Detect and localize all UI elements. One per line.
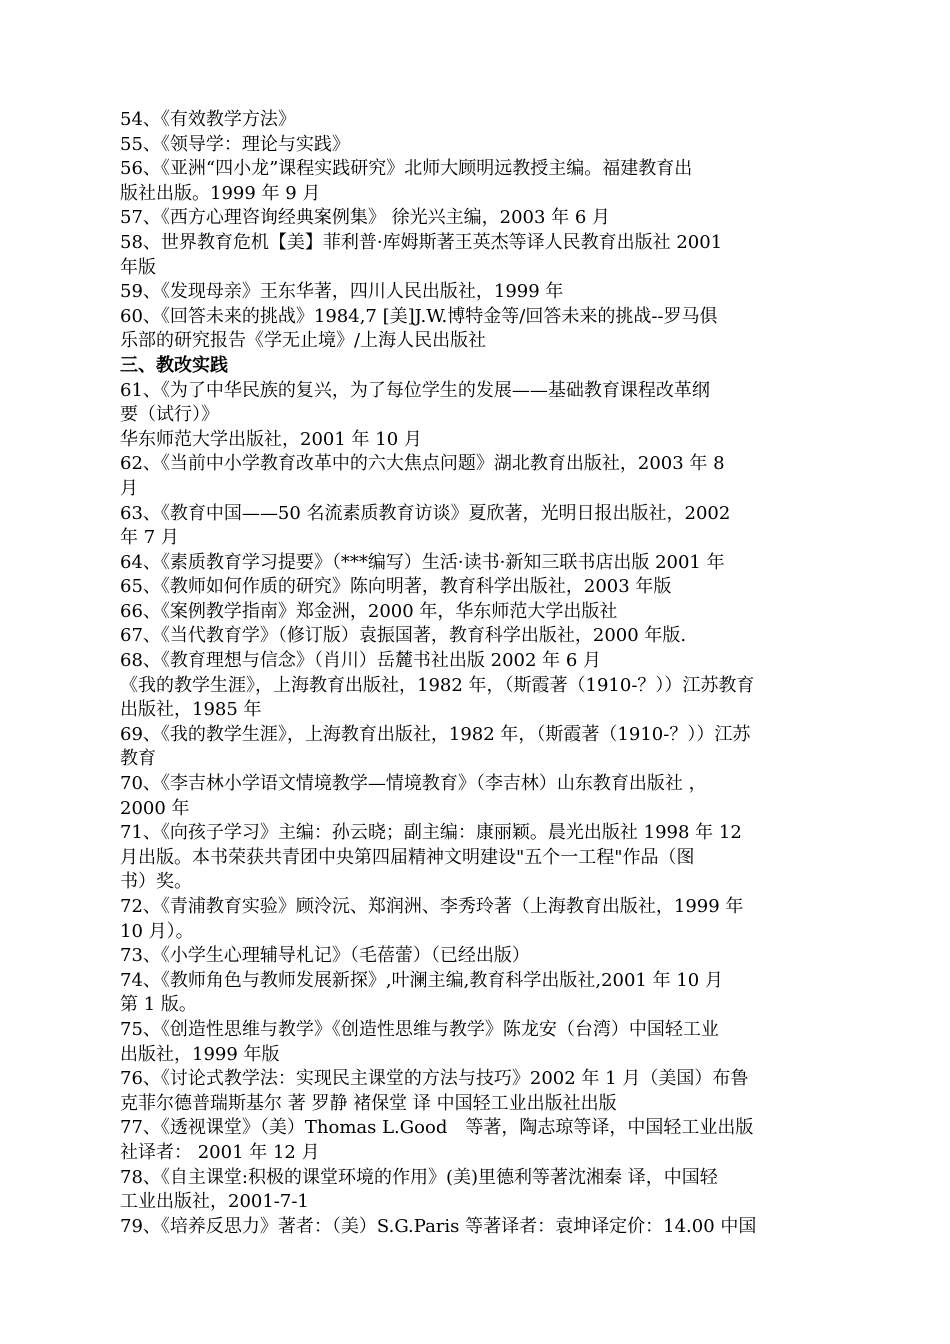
- text-line: 67、《当代教育学》（修订版）袁振国著，教育科学出版社，2000 年版.: [120, 625, 687, 647]
- text-line: 华东师范大学出版社，2001 年 10 月: [120, 428, 422, 450]
- text-line: 64、《素质教育学习提要》（***编写）生活·读书·新知三联书店出版 2001 年: [120, 551, 725, 573]
- text-line: 57、《西方心理咨询经典案例集》 徐光兴主编，2003 年 6 月: [120, 207, 611, 229]
- text-line: 70、《李吉林小学语文情境教学—情境教育》（李吉林）山东教育出版社 ，: [120, 773, 707, 795]
- text-line: 59、《发现母亲》王东华著，四川人民出版社，1999 年: [120, 281, 564, 303]
- text-line: 56、《亚洲“四小龙”课程实践研究》北师大顾明远教授主编。福建教育出: [120, 158, 693, 180]
- text-line: 62、《当前中小学教育改革中的六大焦点问题》湖北教育出版社，2003 年 8: [120, 453, 725, 475]
- section-heading: 三、教改实践: [120, 354, 228, 376]
- text-line: 第 1 版。: [120, 994, 197, 1016]
- text-line: 54、《有效教学方法》: [120, 109, 296, 130]
- text-line: 年版: [120, 256, 156, 278]
- text-line: 书）奖。: [120, 871, 192, 893]
- text-line: 76、《讨论式教学法：实现民主课堂的方法与技巧》2002 年 1 月（美国）布鲁: [120, 1068, 749, 1090]
- text-line: 工业出版社，2001-7-1: [120, 1191, 309, 1213]
- text-line: 58、世界教育危机【美】菲利普·库姆斯著王英杰等译人民教育出版社 2001: [120, 231, 723, 253]
- text-line: 68、《教育理想与信念》（肖川）岳麓书社出版 2002 年 6 月: [120, 650, 602, 672]
- text-line: 60、《回答未来的挑战》1984,7 [美]J.W.博特金等/回答未来的挑战--罗马俱: [120, 305, 718, 327]
- text-line: 74、《教师角色与教师发展新探》,叶澜主编,教育科学出版社,2001 年 10 月: [120, 969, 723, 991]
- text-line: 乐部的研究报告《学无止境》/上海人民出版社: [120, 330, 487, 352]
- text-line: 55、《领导学：理论与实践》: [120, 133, 350, 155]
- text-line: 75、《创造性思维与教学》《创造性思维与教学》陈龙安（台湾）中国轻工业: [120, 1018, 719, 1040]
- text-line: 10 月）。: [120, 920, 194, 942]
- text-line: 社译者： 2001 年 12 月: [120, 1141, 320, 1163]
- text-line: 《我的教学生涯》，上海教育出版社，1982 年，（斯霞著（1910-？））江苏教育: [120, 674, 755, 696]
- text-line: 63、《教育中国——50 名流素质教育访谈》夏欣著，光明日报出版社，2002: [120, 502, 731, 524]
- text-line: 出版社，1999 年版: [120, 1043, 280, 1065]
- document-page: [120, 108, 836, 1239]
- text-line: 月: [120, 477, 138, 499]
- text-line: 65、《教师如何作质的研究》陈向明著，教育科学出版社，2003 年版: [120, 576, 672, 598]
- text-line: 71、《向孩子学习》主编：孙云晓；副主编：康丽颖。晨光出版社 1998 年 12: [120, 822, 742, 844]
- text-line: 2000 年: [120, 797, 190, 819]
- text-line: 72、《青浦教育实验》顾泠沅、郑润洲、李秀玲著（上海教育出版社，1999 年: [120, 896, 744, 917]
- text-line: 克菲尔德普瑞斯基尔 著 罗静 褚保堂 译 中国轻工业出版社出版: [120, 1092, 617, 1114]
- text-line: 年 7 月: [120, 527, 179, 549]
- text-line: 月出版。本书荣获共青团中央第四届精神文明建设"五个一工程"作品（图: [120, 846, 695, 868]
- text-line: 77、《透视课堂》（美）Thomas L.Good 等著，陶志琼等译，中国轻工业出版: [120, 1117, 754, 1139]
- text-line: 69、《我的教学生涯》，上海教育出版社，1982 年，（斯霞著（1910-？））江苏: [120, 723, 751, 745]
- text-line: 78、《自主课堂:积极的课堂环境的作用》(美)里德利等著沈湘秦 译，中国轻: [120, 1166, 718, 1188]
- text-line: 61、《为了中华民族的复兴，为了每位学生的发展——基础教育课程改革纲: [120, 379, 710, 401]
- text-line: 66、《案例教学指南》郑金洲，2000 年，华东师范大学出版社: [120, 600, 618, 622]
- text-line: 教育: [120, 748, 156, 770]
- text-line: 要（试行）》: [120, 404, 219, 426]
- text-line: 出版社，1985 年: [120, 699, 262, 721]
- text-line: 73、《小学生心理辅导札记》（毛蓓蕾）（已经出版）: [120, 945, 530, 967]
- text-line: 79、《培养反思力》著者：（美）S.G.Paris 等著译者：袁坤译定价：14.00 中国: [120, 1215, 757, 1237]
- text-line: 版社出版。1999 年 9 月: [120, 182, 321, 204]
